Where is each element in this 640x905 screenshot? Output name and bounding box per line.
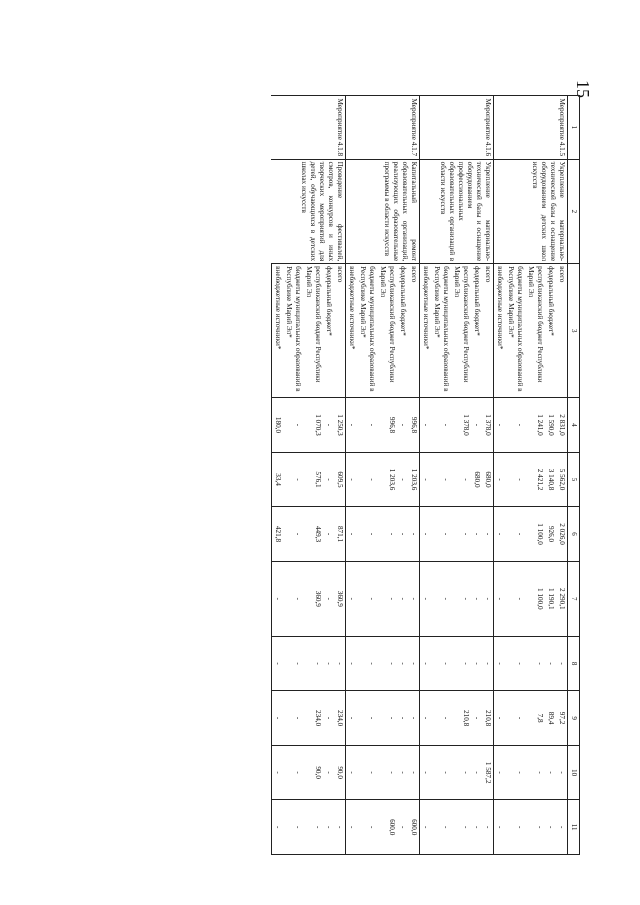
column-number-6: 6 [568, 507, 580, 562]
value-cell: - [357, 452, 377, 507]
value-cell: - [357, 691, 377, 746]
column-number-9: 9 [568, 691, 580, 746]
value-cell: - [397, 800, 408, 855]
value-cell: - [272, 745, 284, 800]
value-cell: 1 203,6 [377, 452, 397, 507]
value-cell: 2 026,0 [556, 507, 568, 562]
value-cell: - [420, 691, 432, 746]
value-cell: - [408, 507, 420, 562]
value-cell: - [482, 561, 494, 636]
value-cell: 2 831,0 [556, 398, 568, 453]
value-cell: - [556, 636, 568, 691]
value-cell: - [323, 398, 334, 453]
table-row [334, 96, 346, 855]
value-cell: - [377, 561, 397, 636]
value-cell: - [505, 398, 525, 453]
value-cell: 7,8 [525, 691, 545, 746]
value-cell: - [525, 636, 545, 691]
value-cell: - [420, 507, 432, 562]
value-cell: - [397, 452, 408, 507]
value-cell: - [397, 398, 408, 453]
value-cell: 1 100,0 [525, 561, 545, 636]
funding-source: республиканский бюджет Республики Марий Эл [377, 264, 397, 398]
value-cell: - [408, 636, 420, 691]
value-cell: 5 562,0 [556, 452, 568, 507]
value-cell: - [377, 507, 397, 562]
value-cell: - [494, 561, 506, 636]
value-cell: - [283, 561, 303, 636]
rotated-table-area [110, 95, 580, 855]
column-number-row [568, 96, 580, 855]
value-cell: - [357, 800, 377, 855]
value-cell: - [346, 636, 358, 691]
value-cell: - [482, 507, 494, 562]
measure-description: Укрепление материально-технической базы и оснащение оборудованием профессиональных образовательных организаций в области искусств [420, 159, 494, 264]
funding-source: внебюджетные источники* [346, 264, 358, 398]
value-cell: - [420, 636, 432, 691]
value-cell: - [357, 507, 377, 562]
value-cell: - [505, 691, 525, 746]
measure-id: Мероприятие 4.1.8 [272, 96, 346, 160]
column-number-4: 4 [568, 398, 580, 453]
value-cell: 1 587,2 [482, 745, 494, 800]
value-cell: - [346, 745, 358, 800]
funding-source: республиканский бюджет Республики Марий Эл [525, 264, 545, 398]
funding-source: бюджеты муниципальных образований в Республике Марий Эл* [357, 264, 377, 398]
value-cell: 210,8 [482, 691, 494, 746]
measure-description: Проведение фестивалей, смотров, конкурсов и иных творческих мероприятий для детей, обучающихся в детских школах искусств [272, 159, 346, 264]
value-cell: - [556, 800, 568, 855]
column-number-2: 2 [568, 159, 580, 264]
value-cell: - [303, 636, 323, 691]
funding-source: всего [334, 264, 346, 398]
value-cell: - [505, 452, 525, 507]
value-cell: - [556, 745, 568, 800]
value-cell: - [323, 745, 334, 800]
table-row [482, 96, 494, 855]
value-cell: - [431, 561, 451, 636]
value-cell: - [408, 691, 420, 746]
value-cell: - [451, 800, 471, 855]
value-cell: - [494, 507, 506, 562]
value-cell: 2 421,2 [525, 452, 545, 507]
value-cell: - [471, 800, 482, 855]
value-cell: 871,1 [334, 507, 346, 562]
value-cell: - [431, 636, 451, 691]
value-cell: - [471, 636, 482, 691]
value-cell: 33,4 [272, 452, 284, 507]
value-cell: - [494, 800, 506, 855]
value-cell: - [494, 636, 506, 691]
column-number-8: 8 [568, 636, 580, 691]
value-cell: - [420, 745, 432, 800]
value-cell: - [377, 636, 397, 691]
value-cell: 996,8 [377, 398, 397, 453]
value-cell: - [494, 745, 506, 800]
value-cell: - [272, 636, 284, 691]
value-cell: - [431, 745, 451, 800]
funding-source: республиканский бюджет Республики Марий Эл [451, 264, 471, 398]
value-cell: - [525, 800, 545, 855]
value-cell: - [431, 507, 451, 562]
value-cell: 90,0 [334, 745, 346, 800]
value-cell: - [397, 636, 408, 691]
column-number-5: 5 [568, 452, 580, 507]
value-cell: - [545, 745, 556, 800]
value-cell: 1 378,0 [482, 398, 494, 453]
value-cell: - [357, 398, 377, 453]
value-cell: - [323, 800, 334, 855]
value-cell: - [431, 398, 451, 453]
value-cell: - [377, 745, 397, 800]
value-cell: - [272, 561, 284, 636]
measure-description: Укрепление материально-технической базы и оснащение оборудованием детских школ искусств [494, 159, 568, 264]
value-cell: - [283, 745, 303, 800]
value-cell: - [323, 561, 334, 636]
value-cell: 1 070,3 [303, 398, 323, 453]
value-cell: 1 241,0 [525, 398, 545, 453]
value-cell: - [357, 745, 377, 800]
value-cell: - [323, 452, 334, 507]
value-cell: - [471, 398, 482, 453]
value-cell: - [346, 452, 358, 507]
value-cell: - [420, 561, 432, 636]
value-cell: - [346, 398, 358, 453]
value-cell: - [494, 691, 506, 746]
value-cell: 449,3 [303, 507, 323, 562]
value-cell: - [451, 452, 471, 507]
value-cell: - [471, 691, 482, 746]
value-cell: - [494, 452, 506, 507]
value-cell: 1 378,0 [451, 398, 471, 453]
value-cell: - [346, 691, 358, 746]
value-cell: 234,0 [303, 691, 323, 746]
value-cell: - [283, 452, 303, 507]
value-cell: 210,8 [451, 691, 471, 746]
value-cell: - [451, 745, 471, 800]
value-cell: 1 203,6 [408, 452, 420, 507]
value-cell: - [377, 691, 397, 746]
value-cell: - [323, 636, 334, 691]
value-cell: 360,9 [334, 561, 346, 636]
financing-table [271, 95, 580, 855]
value-cell: 180,0 [272, 398, 284, 453]
value-cell: - [272, 800, 284, 855]
value-cell: - [545, 636, 556, 691]
funding-source: республиканский бюджет Республики Марий Эл [303, 264, 323, 398]
funding-source: бюджеты муниципальных образований в Республике Марий Эл* [505, 264, 525, 398]
funding-source: федеральный бюджет* [323, 264, 334, 398]
value-cell: - [420, 800, 432, 855]
value-cell: - [283, 507, 303, 562]
value-cell: 234,0 [334, 691, 346, 746]
value-cell: - [283, 398, 303, 453]
column-number-7: 7 [568, 561, 580, 636]
value-cell: - [357, 636, 377, 691]
value-cell: 2 290,1 [556, 561, 568, 636]
value-cell: - [397, 691, 408, 746]
value-cell: 600,0 [377, 800, 397, 855]
value-cell: - [420, 452, 432, 507]
value-cell: - [451, 561, 471, 636]
value-cell: - [431, 452, 451, 507]
value-cell: - [431, 691, 451, 746]
value-cell: - [471, 745, 482, 800]
table-row [556, 96, 568, 855]
table-body [272, 96, 568, 855]
value-cell: 1 100,0 [525, 507, 545, 562]
column-number-11: 11 [568, 800, 580, 855]
value-cell: - [545, 800, 556, 855]
value-cell: - [272, 691, 284, 746]
value-cell: 576,1 [303, 452, 323, 507]
value-cell: - [420, 398, 432, 453]
page-number: 15 [573, 80, 593, 98]
value-cell: - [323, 507, 334, 562]
value-cell: - [346, 561, 358, 636]
value-cell: - [283, 691, 303, 746]
funding-source: федеральный бюджет* [545, 264, 556, 398]
funding-source: федеральный бюджет* [471, 264, 482, 398]
table-row [408, 96, 420, 855]
value-cell: 609,5 [334, 452, 346, 507]
value-cell: 680,0 [482, 452, 494, 507]
value-cell: - [334, 636, 346, 691]
value-cell: 1 250,3 [334, 398, 346, 453]
value-cell: 1 190,1 [545, 561, 556, 636]
value-cell: 97,2 [556, 691, 568, 746]
value-cell: - [397, 745, 408, 800]
value-cell: - [323, 691, 334, 746]
value-cell: - [525, 745, 545, 800]
funding-source: бюджеты муниципальных образований в Республике Марий Эл* [283, 264, 303, 398]
value-cell: - [505, 507, 525, 562]
value-cell: - [482, 800, 494, 855]
value-cell: 680,0 [471, 452, 482, 507]
value-cell: - [494, 398, 506, 453]
column-number-10: 10 [568, 745, 580, 800]
funding-source: всего [556, 264, 568, 398]
value-cell: - [283, 636, 303, 691]
value-cell: - [505, 745, 525, 800]
value-cell: - [346, 800, 358, 855]
value-cell: - [283, 800, 303, 855]
value-cell: - [357, 561, 377, 636]
value-cell: - [346, 507, 358, 562]
funding-source: федеральный бюджет* [397, 264, 408, 398]
funding-source: всего [408, 264, 420, 398]
funding-source: внебюджетные источники* [420, 264, 432, 398]
column-number-3: 3 [568, 264, 580, 398]
value-cell: 926,0 [545, 507, 556, 562]
value-cell: - [303, 800, 323, 855]
value-cell: 90,0 [303, 745, 323, 800]
value-cell: - [408, 745, 420, 800]
value-cell: 996,8 [408, 398, 420, 453]
measure-id: Мероприятие 4.1.5 [494, 96, 568, 160]
value-cell: 89,4 [545, 691, 556, 746]
column-number-1: 1 [568, 96, 580, 160]
funding-source: внебюджетные источники* [272, 264, 284, 398]
value-cell: - [471, 507, 482, 562]
value-cell: - [451, 636, 471, 691]
value-cell: - [505, 800, 525, 855]
value-cell: - [505, 561, 525, 636]
value-cell: 600,0 [408, 800, 420, 855]
funding-source: бюджеты муниципальных образований в Республике Марий Эл* [431, 264, 451, 398]
value-cell: - [505, 636, 525, 691]
funding-source: всего [482, 264, 494, 398]
table-header [568, 96, 580, 855]
value-cell: - [482, 636, 494, 691]
funding-source: внебюджетные источники* [494, 264, 506, 398]
value-cell: - [451, 507, 471, 562]
value-cell: - [471, 561, 482, 636]
value-cell: 1 590,0 [545, 398, 556, 453]
value-cell: 3 140,8 [545, 452, 556, 507]
value-cell: 360,9 [303, 561, 323, 636]
value-cell: - [334, 800, 346, 855]
value-cell: 421,8 [272, 507, 284, 562]
value-cell: - [397, 561, 408, 636]
measure-id: Мероприятие 4.1.6 [420, 96, 494, 160]
value-cell: - [397, 507, 408, 562]
measure-id: Мероприятие 4.1.7 [346, 96, 420, 160]
measure-description: Капитальный ремонт образовательных организаций, реализующих образовательные программы в области искусств [346, 159, 420, 264]
value-cell: - [431, 800, 451, 855]
value-cell: - [408, 561, 420, 636]
